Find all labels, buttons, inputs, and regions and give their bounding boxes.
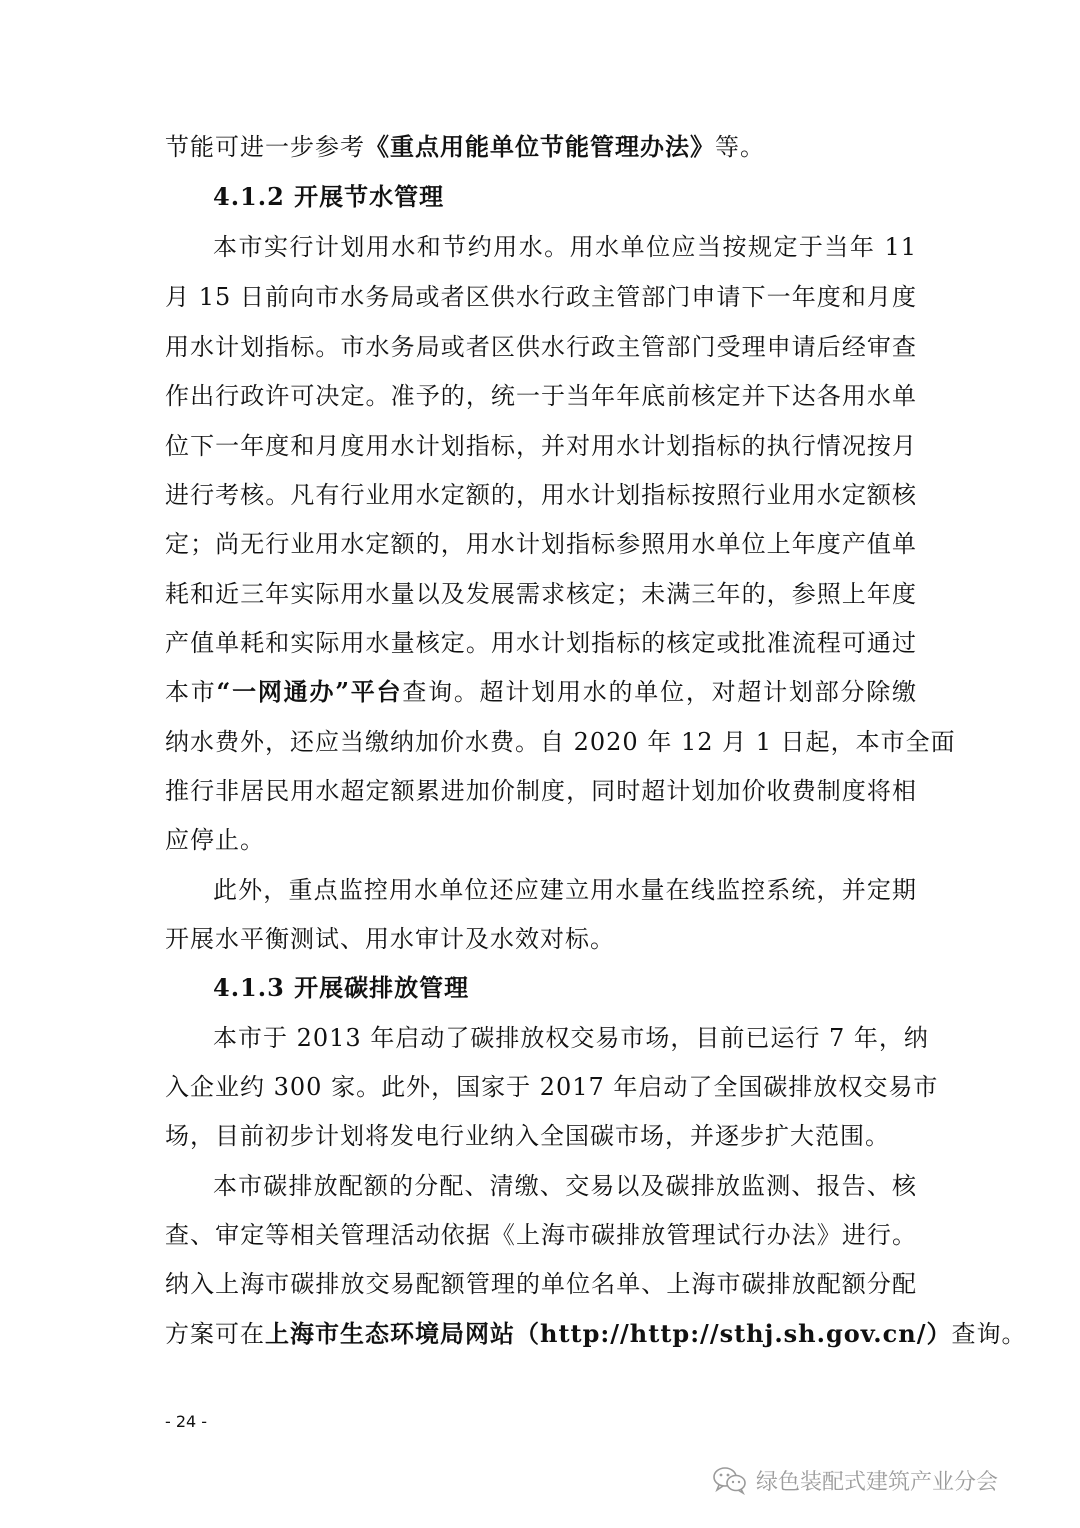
text-line: 方案可在上海市生态环境局网站（http://http://sthj.sh.gov.cn/）查询。	[165, 1319, 1027, 1348]
text-line: 本市实行计划用水和节约用水。用水单位应当按规定于当年 11	[213, 233, 917, 261]
text-line: 此外，重点监控用水单位还应建立用水量在线监控系统，并定期	[213, 876, 917, 904]
text-line: 本市于 2013 年启动了碳排放权交易市场，目前已运行 7 年，纳	[213, 1024, 929, 1052]
watermark-text: 绿色装配式建筑产业分会	[756, 1469, 999, 1495]
bold-website-reference: 上海市生态环境局网站（http://http://sthj.sh.gov.cn/）	[265, 1319, 952, 1348]
watermark	[712, 1460, 998, 1500]
section-heading-4-1-3: 4.1.3 开展碳排放管理	[213, 973, 470, 1002]
text-line: 纳入上海市碳排放交易配额管理的单位名单、上海市碳排放配额分配	[165, 1270, 917, 1298]
text-line: 本市“一网通办”平台查询。超计划用水的单位，对超计划部分除缴	[165, 677, 918, 706]
section-heading-4-1-2: 4.1.2 开展节水管理	[213, 182, 445, 211]
text-line: 查、审定等相关管理活动依据《上海市碳排放管理试行办法》进行。	[165, 1221, 917, 1249]
bold-reference: 《重点用能单位节能管理办法》	[365, 132, 715, 161]
text-line: 场，目前初步计划将发电行业纳入全国碳市场，并逐步扩大范围。	[165, 1122, 890, 1150]
text-line: 本市碳排放配额的分配、清缴、交易以及碳排放监测、报告、核	[213, 1172, 917, 1200]
text-line: 月 15 日前向市水务局或者区供水行政主管部门申请下一年度和月度	[165, 283, 917, 311]
text-line: 位下一年度和月度用水计划指标，并对用水计划指标的执行情况按月	[165, 432, 917, 460]
wechat-icon	[712, 1465, 748, 1495]
text-line: 应停止。	[165, 826, 265, 854]
bold-platform-name: “一网通办”平台	[216, 677, 403, 706]
text-line: 定；尚无行业用水定额的，用水计划指标参照用水单位上年度产值单	[165, 530, 917, 558]
text-line: 作出行政许可决定。准予的，统一于当年年底前核定并下达各用水单	[165, 382, 917, 410]
text-line: 耗和近三年实际用水量以及发展需求核定；未满三年的，参照上年度	[165, 580, 917, 608]
text-line: 推行非居民用水超定额累进加价制度，同时超计划加价收费制度将相	[165, 777, 917, 805]
text-line: 产值单耗和实际用水量核定。用水计划指标的核定或批准流程可通过	[165, 629, 917, 657]
text-line: 开展水平衡测试、用水审计及水效对标。	[165, 925, 615, 953]
text-line: 纳水费外，还应当缴纳加价水费。自 2020 年 12 月 1 日起，本市全面	[165, 728, 956, 756]
text-line: 用水计划指标。市水务局或者区供水行政主管部门受理申请后经审查	[165, 333, 917, 361]
page-number: - 24 -	[165, 1412, 208, 1431]
text-line: 节能可进一步参考《重点用能单位节能管理办法》等。	[165, 132, 765, 161]
text-line: 入企业约 300 家。此外，国家于 2017 年启动了全国碳排放权交易市	[165, 1073, 939, 1101]
text-line: 进行考核。凡有行业用水定额的，用水计划指标按照行业用水定额核	[165, 481, 917, 509]
